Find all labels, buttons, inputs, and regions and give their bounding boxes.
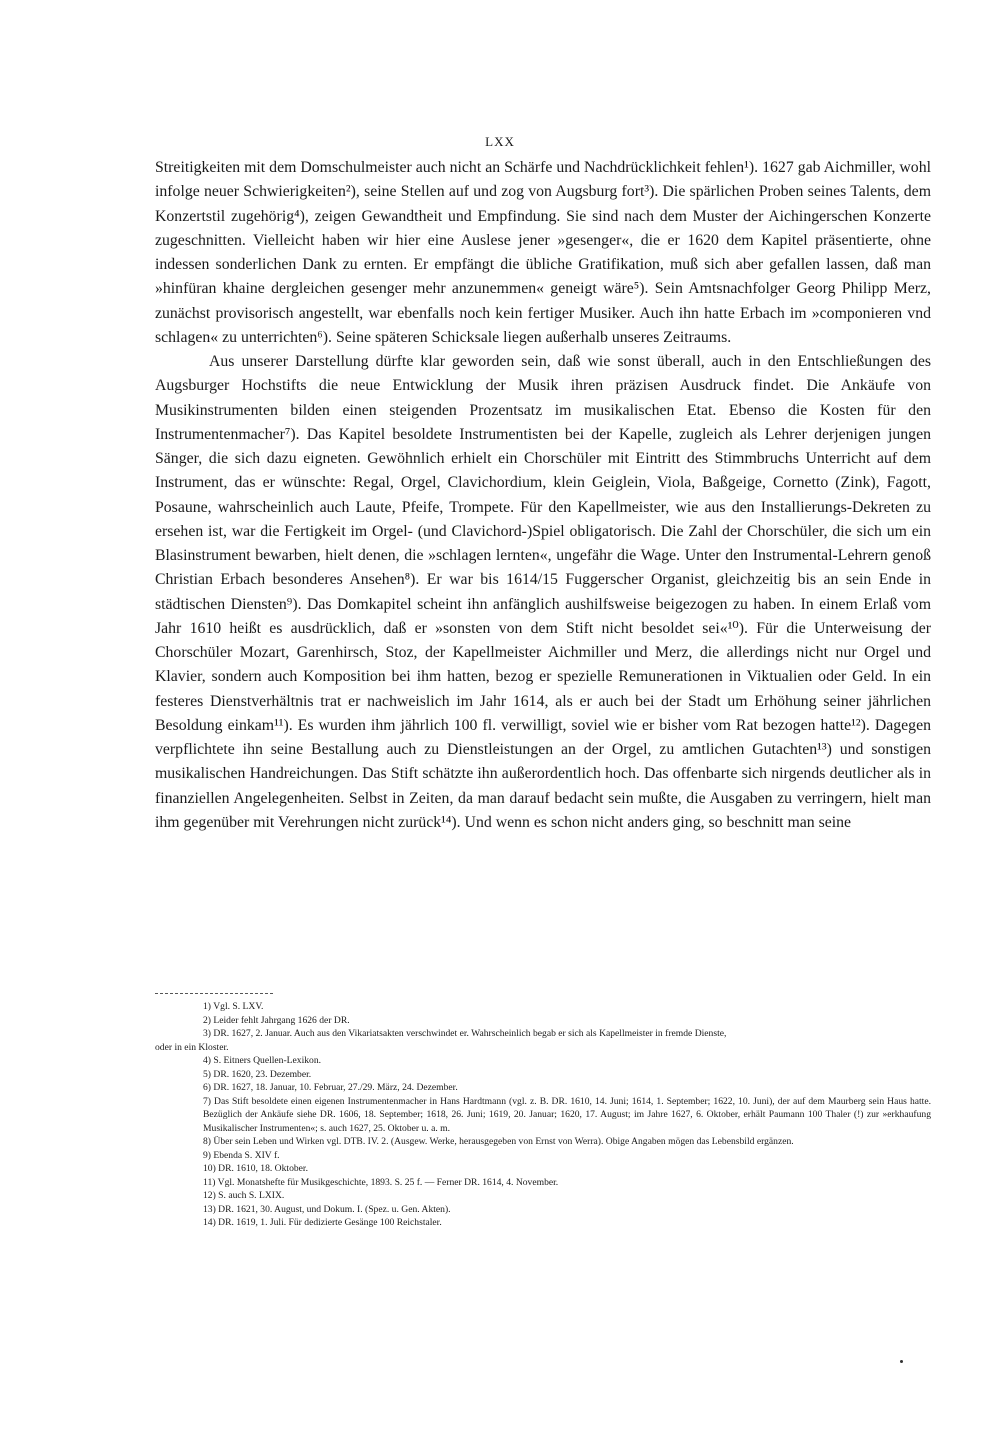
footnote: 2) Leider fehlt Jahrgang 1626 der DR. xyxy=(203,1014,350,1026)
footnote: 12) S. auch S. LXIX. xyxy=(203,1190,285,1201)
footnote: 1) Vgl. S. LXV. xyxy=(203,1001,264,1012)
paragraph-continuation: Streitigkeiten mit dem Domschulmeister auch nicht an Schärfe und Nachdrücklichkeit fehlen¹). 1627 gab Aichmiller, wohl infolge neuer Schwierigkeiten²), seine Stellen auf und zog von Augsburg fort³). Die spärlichen Proben seines Talents, dem Konzertstil zugehörig⁴), zeigen Gewandtheit und Empfindung. Sie sind nach dem Muster der Aichingerschen Konzerte zugeschnitten. Vielleicht haben wir hier eine Auslese jener »gesenger«, die er 1620 dem Kapitel präsentierte, ohne indessen sonderlichen Dank zu ernten. Er empfängt die übliche Gratifikation, muß sich aber gefallen lassen, daß man »hinfüran khaine dergleichen gesenger mehr anzunemmen« geneigt wäre⁵). Sein Amtsnachfolger Georg Philipp Merz, zunächst provisorisch angestellt, war ebenfalls noch kein fertiger Musiker. Auch ihn hatte Erbach im »componieren vnd schlagen« zu unterrichten⁶). Seine späteren Schicksale liegen außerhalb unseres Zeitraums. xyxy=(155,159,931,346)
footnote: 4) S. Eitners Quellen-Lexikon. xyxy=(203,1055,322,1066)
footnote: 5) DR. 1620, 23. Dezember. xyxy=(203,1068,312,1080)
main-text xyxy=(155,156,931,835)
footnote: 14) DR. 1619, 1. Juli. Für dedizierte Gesänge 100 Reichstaler. xyxy=(203,1217,442,1228)
footnote: 10) DR. 1610, 18. Oktober. xyxy=(203,1163,308,1174)
footnotes xyxy=(155,1000,931,1230)
page-number: LXX xyxy=(485,134,515,149)
footnote: 8) Über sein Leben und Wirken vgl. DTB. IV. 2. (Ausgew. Werke, herausgegeben von Ernst von Werra). Obige Angaben mögen das Lebensbild ergänzen. xyxy=(203,1136,794,1147)
footnote-continuation: oder in ein Kloster. xyxy=(155,1041,229,1053)
footnote: 9) Ebenda S. XIV f. xyxy=(203,1149,280,1161)
footnote: 13) DR. 1621, 30. August, und Dokum. I. (Spez. u. Gen. Akten). xyxy=(203,1203,451,1215)
footnote: 11) Vgl. Monatshefte für Musikgeschichte, 1893. S. 25 f. — Ferner DR. 1614, 4. November. xyxy=(203,1176,559,1188)
paragraph: Aus unserer Darstellung dürfte klar geworden sein, daß wie sonst überall, auch in den Entschließungen des Augsburger Hochstifts die neue Entwicklung der Musik ihren präzisen Ausdruck findet. Die Ankäufe von Musikinstrumenten bilden einen steigenden Prozentsatz im musikalischen Etat. Ebenso die Kosten für den Instrumentenmacher⁷). Das Kapitel besoldete Instrumentisten bei der Kapelle, zugleich als Lehrer derjenigen jungen Sänger, die sich dazu eigneten. Gewöhnlich erhielt ein Chorschüler mit Eintritt des Stimmbruchs Unterricht auf dem Instrument, das er wünschte: Regal, Orgel, Clavichordium, klein Geiglein, Viola, Baßgeige, Cornetto (Zink), Fagott, Posaune, wahrscheinlich auch Laute, Pfeife, Trompete. Für den Kapellmeister, wie aus den Installierungs-Dekreten zu ersehen ist, war die Fertigkeit im Orgel- (und Clavichord-)Spiel obligatorisch. Die Zahl der Chorschüler, die sich um ein Blasinstrument bewarben, hielt denen, die »schlagen lernten«, ungefähr die Wage. Unter den Instrumental-Lehrern genoß Christian Erbach besonderes Ansehen⁸). Er war bis 1614/15 Fuggerscher Organist, gleichzeitig bis an sein Ende in städtischen Diensten⁹). Das Domkapitel scheint ihn anfänglich aushilfsweise beigezogen zu haben. In einem Erlaß vom Jahr 1610 heißt es ausdrücklich, daß er »sonsten von dem Stift nicht besoldet sei«¹⁰). Für die Unterweisung der Chorschüler Mozart, Garenhirsch, Stoz, der Kapellmeister Aichmiller und Merz, die allerdings nicht nur Orgel und Klavier, sondern auch Komposition bei ihm hatten, bezog er spezielle Remunerationen in Viktualien oder Geld. In ein festeres Dienstverhältnis trat er nachweislich im Jahr 1614, als er auch bei der Stadt um Erhöhung seiner jährlichen Besoldung einkam¹¹). Es wurden ihm jährlich 100 fl. verwilligt, soviel wie er bisher vom Rat bezogen hatte¹²). Dagegen verpflichtete ihn seine Bestallung auch zu Dienstleistungen an der Orgel, zu amtlichen Gutachten¹³) und sonstigen musikalischen Handreichungen. Das Stift schätzte ihn außerordentlich hoch. Das offenbarte sich nirgends deutlicher als in finanziellen Angelegenheiten. Selbst in Zeiten, da man darauf bedacht sein mußte, die Ausgaben zu verringern, hielt man ihm gegenüber mit Verehrungen nicht zurück¹⁴). Und wenn es schon nicht anders ging, so beschnitt man seine xyxy=(155,353,931,831)
footnote: 3) DR. 1627, 2. Januar. Auch aus den Vikariatsakten verschwindet er. Wahrscheinlich begab er sich als Kapellmeister in fremde Dienste, xyxy=(203,1028,727,1039)
page-speck xyxy=(900,1360,903,1363)
footnote: 7) Das Stift besoldete einen eigenen Instrumentenmacher in Hans Hardtmann (vgl. z. B. DR. 1610, 14. Juni; 1614, 1. September; 1622, 10. Juni), der auf dem Maurberg sein Haus hatte. Bezüglich der Ankäufe siehe DR. 1606, 18. September; 1618, 26. Juni; 1619, 20. Januar; 1620, 17. August; im Jahre 1627, 6. Oktober, erhält Paumann 100 Thaler (!) zur »erkhaufung Musikalischer Instrumenten«; s. auch 1627, 25. Oktober u. a. m. xyxy=(203,1095,931,1134)
footnote-divider xyxy=(155,993,273,994)
footnote: 6) DR. 1627, 18. Januar, 10. Februar, 27./29. März, 24. Dezember. xyxy=(203,1082,458,1093)
